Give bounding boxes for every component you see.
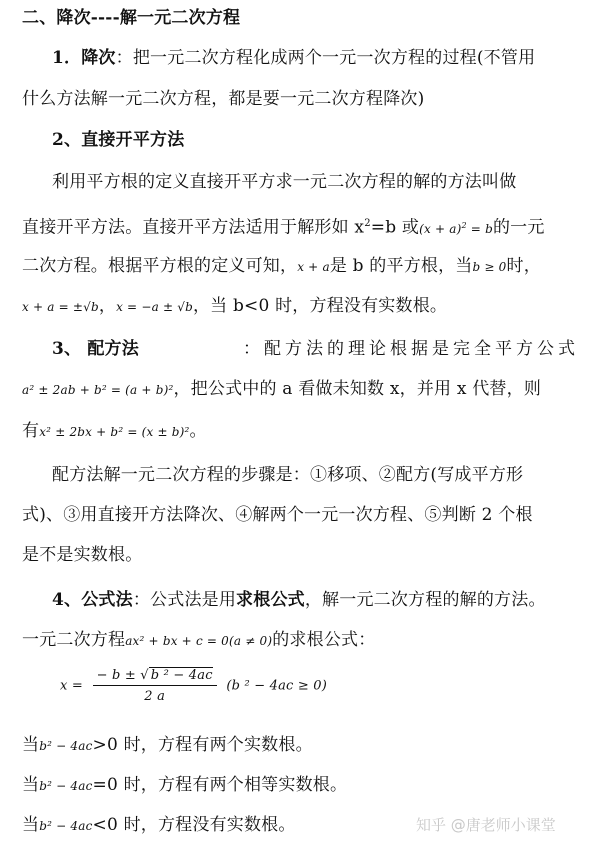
s2-l2-a: 直接开平方法。直接开平方法适用于解形如 x bbox=[22, 217, 365, 238]
s4-case-1 bbox=[22, 733, 579, 758]
s1-line-2: 什么方法解一元二次方程，都是要一元二次方程降次) bbox=[22, 89, 425, 109]
c2-formula: b² − 4ac bbox=[39, 779, 93, 793]
s4-l2-b: 的求根公式： bbox=[272, 630, 376, 650]
formula-condition: (b ² − 4ac ≥ 0) bbox=[226, 678, 328, 694]
s2-l3-a: 二次方程。根据平方根的定义可知， bbox=[22, 256, 298, 276]
s2-l3-b: 是 b 的平方根，当 bbox=[329, 256, 473, 276]
s3-line-2 bbox=[22, 377, 579, 402]
s4-bold-b: 求根公式 bbox=[236, 590, 305, 610]
section-heading: 二、降次----解一元二次方程 bbox=[22, 8, 241, 28]
c2-b: =0 时，方程有两个相等实数根。 bbox=[92, 775, 348, 795]
s4-label: 4、公式法 bbox=[52, 590, 133, 610]
s2-line-1: 利用平方根的定义直接开平方求一元二次方程的解的方法叫做 bbox=[52, 172, 517, 192]
s3-line-3 bbox=[22, 419, 579, 444]
s2-l2-b: =b 或 bbox=[370, 217, 420, 238]
s2-l2-sup: 2 bbox=[364, 218, 371, 229]
formula-num-a: − b ± bbox=[96, 668, 136, 683]
formula-numerator: − b ± √ b ² − 4ac bbox=[93, 668, 217, 686]
c1-b: >0 时，方程有两个实数根。 bbox=[92, 735, 313, 755]
c3-b: <0 时，方程没有实数根。 bbox=[92, 815, 296, 835]
s2-formula-2: x + a bbox=[297, 260, 330, 274]
s2-formula-3: b ≥ 0 bbox=[472, 260, 507, 274]
s2-line-3 bbox=[22, 254, 579, 279]
s2-l4-b: ，当 b<0 时，方程没有实数根。 bbox=[192, 296, 448, 316]
formula-fraction bbox=[93, 668, 217, 704]
s2-l2-c: 的一元 bbox=[492, 217, 545, 238]
formula-lhs: x = bbox=[60, 678, 83, 694]
s2-f1-rhs: = b bbox=[466, 221, 493, 236]
s3-text: ：配方法的理论根据是完全平方公式 bbox=[243, 339, 579, 359]
s2-l4-sep: ， bbox=[98, 296, 117, 316]
s1-text-a: ：把一元二次方程化成两个一元一次方程的过程(不管用 bbox=[115, 48, 536, 68]
s4-l2-a: 一元二次方程 bbox=[22, 630, 126, 650]
s2-f1-base: (x + a) bbox=[419, 221, 462, 236]
s2-line-2 bbox=[22, 212, 579, 241]
s2-formula-5: x = −a ± √b bbox=[116, 300, 193, 314]
s3-line-1 bbox=[52, 337, 579, 361]
s2-l3-c: 时， bbox=[506, 256, 541, 276]
s3-para2-line-1: 配方法解一元二次方程的步骤是：①移项、②配方(写成平方形 bbox=[52, 465, 524, 485]
s3-l2-b: ，把公式中的 a 看做未知数 x，并用 x 代替，则 bbox=[173, 379, 542, 399]
c2-a: 当 bbox=[22, 775, 40, 795]
s1-line-1 bbox=[52, 46, 579, 70]
s3-para2-line-2: 式)、③用直接开方法降次、④解两个一元一次方程、⑤判断 2 个根 bbox=[22, 505, 533, 525]
s3-formula-2: x² ± 2bx + b² = (x ± b)² bbox=[39, 425, 190, 439]
s3-label: 3、 配方法 bbox=[52, 339, 139, 359]
formula-num-sqrt: b ² − 4ac bbox=[150, 668, 213, 683]
s4-formula-1: ax² + bx + c = 0(a ≠ 0) bbox=[125, 634, 273, 648]
c3-formula: b² − 4ac bbox=[39, 819, 93, 833]
c1-a: 当 bbox=[22, 735, 40, 755]
quadratic-formula bbox=[60, 668, 579, 704]
s4-line-1 bbox=[52, 588, 579, 612]
s4-case-2 bbox=[22, 773, 579, 798]
watermark: 知乎 @唐老师小课堂 bbox=[416, 816, 556, 834]
s3-formula-1: a² ± 2ab + b² = (a + b)² bbox=[22, 383, 174, 397]
c1-formula: b² − 4ac bbox=[39, 739, 93, 753]
formula-denominator: 2 a bbox=[144, 689, 166, 704]
s3-l3-b: 。 bbox=[189, 421, 207, 441]
c3-a: 当 bbox=[22, 815, 40, 835]
s4-text-c: ，解一元二次方程的解的方法。 bbox=[304, 590, 546, 610]
s4-text-a: ：公式法是用 bbox=[132, 590, 237, 610]
s3-para2-line-3: 是不是实数根。 bbox=[22, 545, 143, 565]
s2-formula-1 bbox=[419, 222, 493, 236]
s3-l3-a: 有 bbox=[22, 421, 40, 441]
s1-label: 1．降次 bbox=[52, 48, 116, 68]
s4-line-2 bbox=[22, 628, 579, 653]
s2-f1-sup: 2 bbox=[461, 220, 467, 230]
s2-heading: 2、直接开平方法 bbox=[52, 130, 185, 150]
s2-line-4 bbox=[22, 294, 579, 319]
s2-formula-4: x + a = ±√b bbox=[22, 300, 99, 314]
